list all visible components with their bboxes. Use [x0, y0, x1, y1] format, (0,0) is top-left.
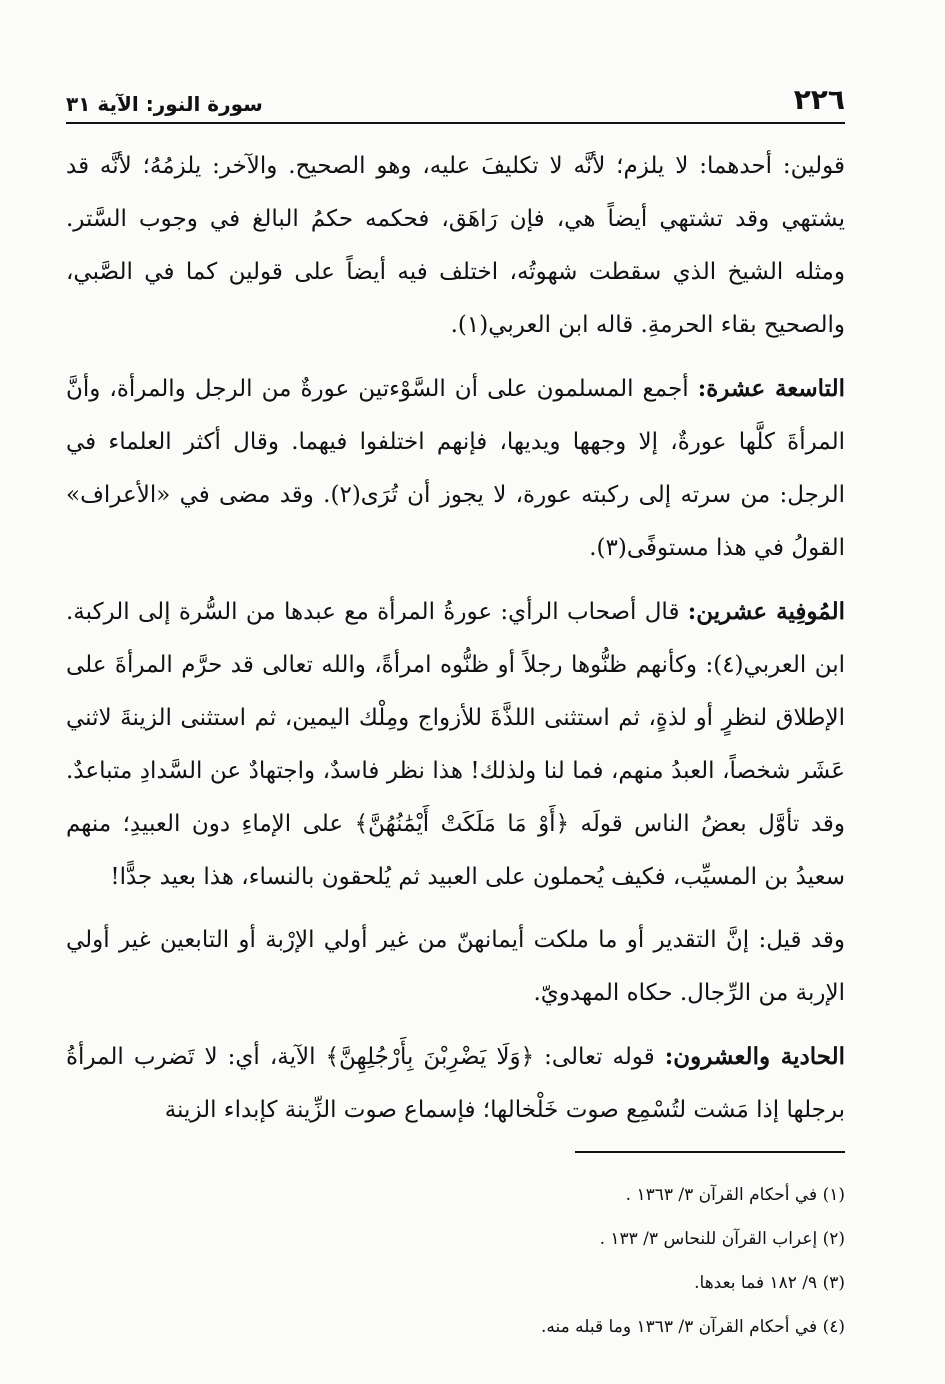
footnotes [66, 1173, 845, 1349]
paragraph-5-text: قوله تعالى: ﴿وَلَا يَضْرِبْنَ بِأَرْجُلِهِنَّ﴾ الآية، أي: لا تَضرب المرأةُ برجلها إذا مَشت لتُسْمِع صوت خَلْخالها؛ فإسماع صوت الزِّينة كإبداء الزينة [66, 1044, 845, 1123]
footnote-3: (٣) ٩/ ١٨٢ فما بعدها. [694, 1273, 845, 1293]
chapter-title: سورة النور: الآية ٣١ [66, 92, 263, 116]
paragraph-1-text: قولين: أحدهما: لا يلزم؛ لأنَّه لا تكليفَ عليه، وهو الصحيح. والآخر: يلزمُهُ؛ لأنَّه قد يشتهي وقد تشتهي أيضاً هي، فإن رَاهَق، فحكمه حكمُ البالغ في وجوب السَّتر. ومثله الشيخ الذي سقطت شهوتُه، اختلف فيه أيضاً على قولين كما في الصَّبي، والصحيح بقاء الحرمةِ. قاله ابن العربي(١). [66, 153, 845, 338]
footnote-divider [575, 1151, 845, 1153]
section-heading-20: المُوفِية عشرين: [687, 598, 845, 625]
running-head [66, 70, 845, 124]
section-heading-19: التاسعة عشرة: [697, 375, 846, 402]
paragraph-5 [66, 1030, 845, 1137]
page-number: ٢٢٦ [793, 83, 845, 116]
paragraph-1 [66, 140, 845, 352]
section-heading-21: الحادية والعشرون: [664, 1043, 845, 1070]
main-text [66, 140, 845, 1137]
paragraph-4-text: وقد قيل: إنَّ التقدير أو ما ملكت أيمانهنّ من غير أولي الإرْبة أو التابعين غير أولي الإربة من الرِّجال. حكاه المهدويّ. [66, 927, 845, 1006]
footnote-1: (١) في أحكام القرآن ٣/ ١٣٦٣ . [625, 1185, 845, 1205]
footnote-2: (٢) إعراب القرآن للنحاس ٣/ ١٣٣ . [599, 1229, 845, 1249]
paragraph-4 [66, 914, 845, 1020]
footnote-4: (٤) في أحكام القرآن ٣/ ١٣٦٣ وما قبله منه. [540, 1317, 845, 1337]
paragraph-2-text: أجمع المسلمون على أن السَّوْءتين عورةٌ من الرجل والمرأة، وأنَّ المرأةَ كلَّها عورةٌ، إلا وجهها ويديها، فإنهم اختلفوا فيهما. وقال أكثر العلماء في الرجل: من سرته إلى ركبته عورة، لا يجوز أن تُرَى(٢). وقد مضى في «الأعراف» القولُ في هذا مستوفًى(٣). [66, 376, 845, 561]
paragraph-2 [66, 362, 845, 575]
paragraph-3-text: قال أصحاب الرأي: عورةُ المرأة مع عبدها من السُّرة إلى الركبة. ابن العربي(٤): وكأنهم ظنُّوها رجلاً أو ظنُّوه امرأةً، والله تعالى قد حرَّم المرأةَ على الإطلاق لنظرٍ أو لذةٍ، ثم استثنى اللذَّةَ للأزواج ومِلْك اليمين، ثم استثنى الزينةَ لاثني عَشَر شخصاً، العبدُ منهم، فما لنا ولذلك! هذا نظر فاسدٌ، واجتهادٌ عن السَّدادِ متباعدٌ. وقد تأوَّل بعضُ الناس قولَه ﴿أَوْ مَا مَلَكَتْ أَيْمَٰنُهُنَّ﴾ على الإماءِ دون العبيدِ؛ منهم سعيدُ بن المسيِّب، فكيف يُحملون على العبيد ثم يُلحقون بالنساء، هذا بعيد جدًّا! [66, 599, 846, 890]
paragraph-3 [66, 585, 845, 904]
